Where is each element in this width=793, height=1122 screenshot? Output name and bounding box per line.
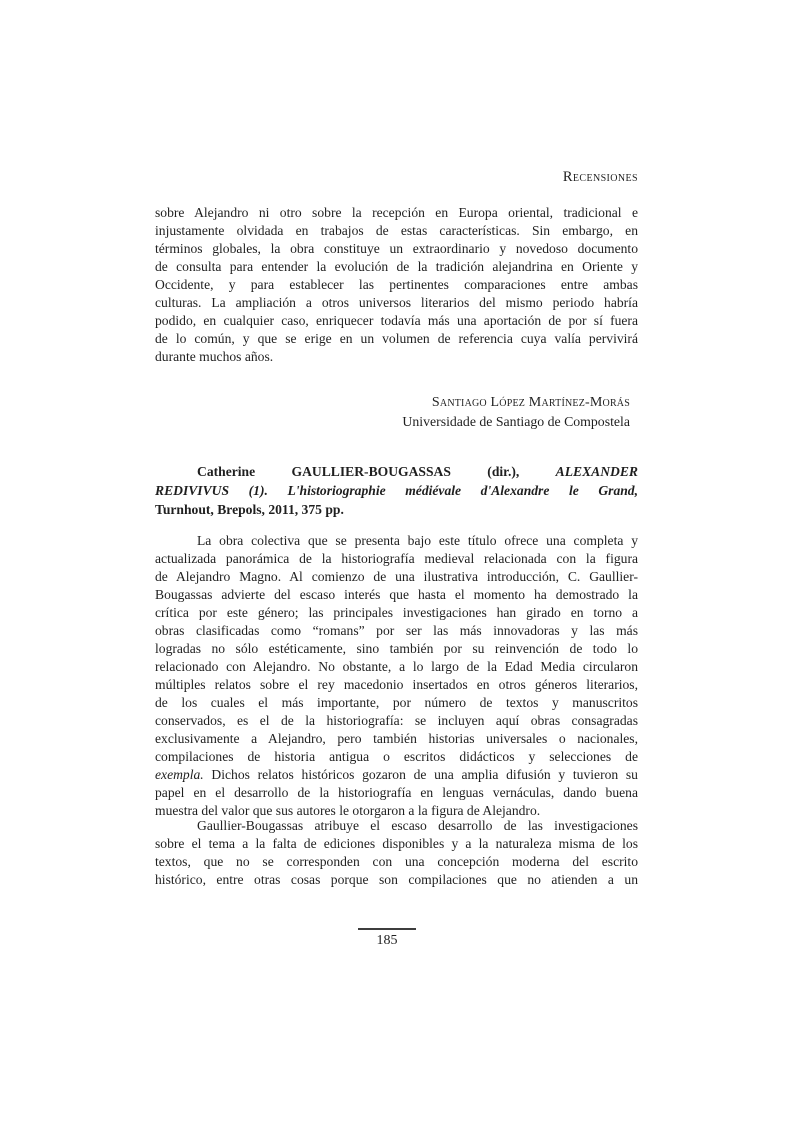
running-head: Recensiones [562,169,638,185]
text-line: conservados, es el de la historiografía: se incluyen aquí obras consagradas [155,713,638,728]
review-heading-title-part: ALEXANDER [555,464,638,479]
text-line: muestra del valor que sus autores le otorgaron a la figura de Alejandro. [155,803,541,818]
review-heading-line: Turnhout, Brepols, 2011, 375 pp. [155,502,344,517]
text-line: actualizada panorámica de la historiografía medieval relacionada con la figura [155,551,638,566]
text-line: durante muchos años. [155,349,274,364]
text-line: papel en el desarrollo de la historiografía en lenguas vernáculas, dando buena [155,785,638,800]
footer-rule [358,928,416,930]
review-body-paragraph-1 [155,532,638,820]
text-line: exclusivamente a Alejandro, pero también historias universales o nacionales, [155,731,638,746]
review-heading [155,462,638,519]
review-heading-line: REDIVIVUS (1). L'historiographie médiévale d'Alexandre le Grand, [155,483,638,498]
text-line: podido, en cualquier caso, enriquecer todavía más una aportación de por sí fuera [155,313,638,328]
text-line: relacionado con Alejandro. No obstante, a lo largo de la Edad Media circularon [155,659,638,674]
text-line: Bougassas advierte del escaso interés que hasta el momento ha demostrado la [155,587,638,602]
text-line: obras clasificadas como “romans” por ser las más innovadoras y las más [155,623,638,638]
text-line: términos globales, la obra constituye un extraordinario y novedoso documento [155,241,638,256]
page-footer [358,928,416,950]
review-signature [155,393,638,431]
text-line: Gaullier-Bougassas atribuye el escaso desarrollo de las investigaciones [197,818,638,833]
text-line: de consulta para entender la evolución de la tradición alejandrina en Oriente y [155,259,638,274]
review-heading-author: Catherine GAULLIER-BOUGASSAS (dir.), [197,464,520,479]
text-line: culturas. La ampliación a otros universos literarios del mismo periodo habría [155,295,638,310]
reviewer-affiliation: Universidade de Santiago de Compostela [402,414,630,429]
text-line: de los cuales el más importante, por número de textos y manuscritos [155,695,638,710]
text-line [155,766,638,784]
text-line: compilaciones de historia antigua o escritos didácticos y selecciones de [155,749,638,764]
text-line: múltiples relatos sobre el rey macedonio insertados en otros géneros literarios, [155,677,638,692]
text-line: crítica por este género; las principales investigaciones han girado en torno a [155,605,638,620]
latin-term: exempla. [155,767,204,782]
text-line: La obra colectiva que se presenta bajo este título ofrece una completa y [197,533,638,548]
text-line: textos, que no se corresponden con una concepción moderna del escrito [155,854,638,869]
text-line: sobre el tema a la falta de ediciones disponibles y a la naturaleza misma de los [155,836,638,851]
text-line-segment: Dichos relatos históricos gozaron de una amplia difusión y tuvieron su [211,767,638,782]
text-line: histórico, entre otras cosas porque son compilaciones que no atienden a un [155,872,638,887]
page-number: 185 [376,933,398,948]
text-line: injustamente olvidada en trabajos de estas características. Sin embargo, en [155,223,638,238]
review-continuation-paragraph [155,204,638,366]
text-line: Occidente, y para establecer las pertinentes comparaciones entre ambas [155,277,638,292]
review-body-paragraph-2 [155,817,638,889]
reviewer-name: Santiago López Martínez-Morás [431,395,630,410]
text-line: sobre Alejandro ni otro sobre la recepción en Europa oriental, tradicional e [155,205,638,220]
review-heading-line [155,462,638,481]
text-line: logradas no sólo estéticamente, sino también por su reinvención de todo lo [155,641,638,656]
text-line: de Alejandro Magno. Al comienzo de una ilustrativa introducción, C. Gaullier- [155,569,638,584]
text-line: de lo común, y que se erige en un volumen de referencia cuya valía pervivirá [155,331,638,346]
